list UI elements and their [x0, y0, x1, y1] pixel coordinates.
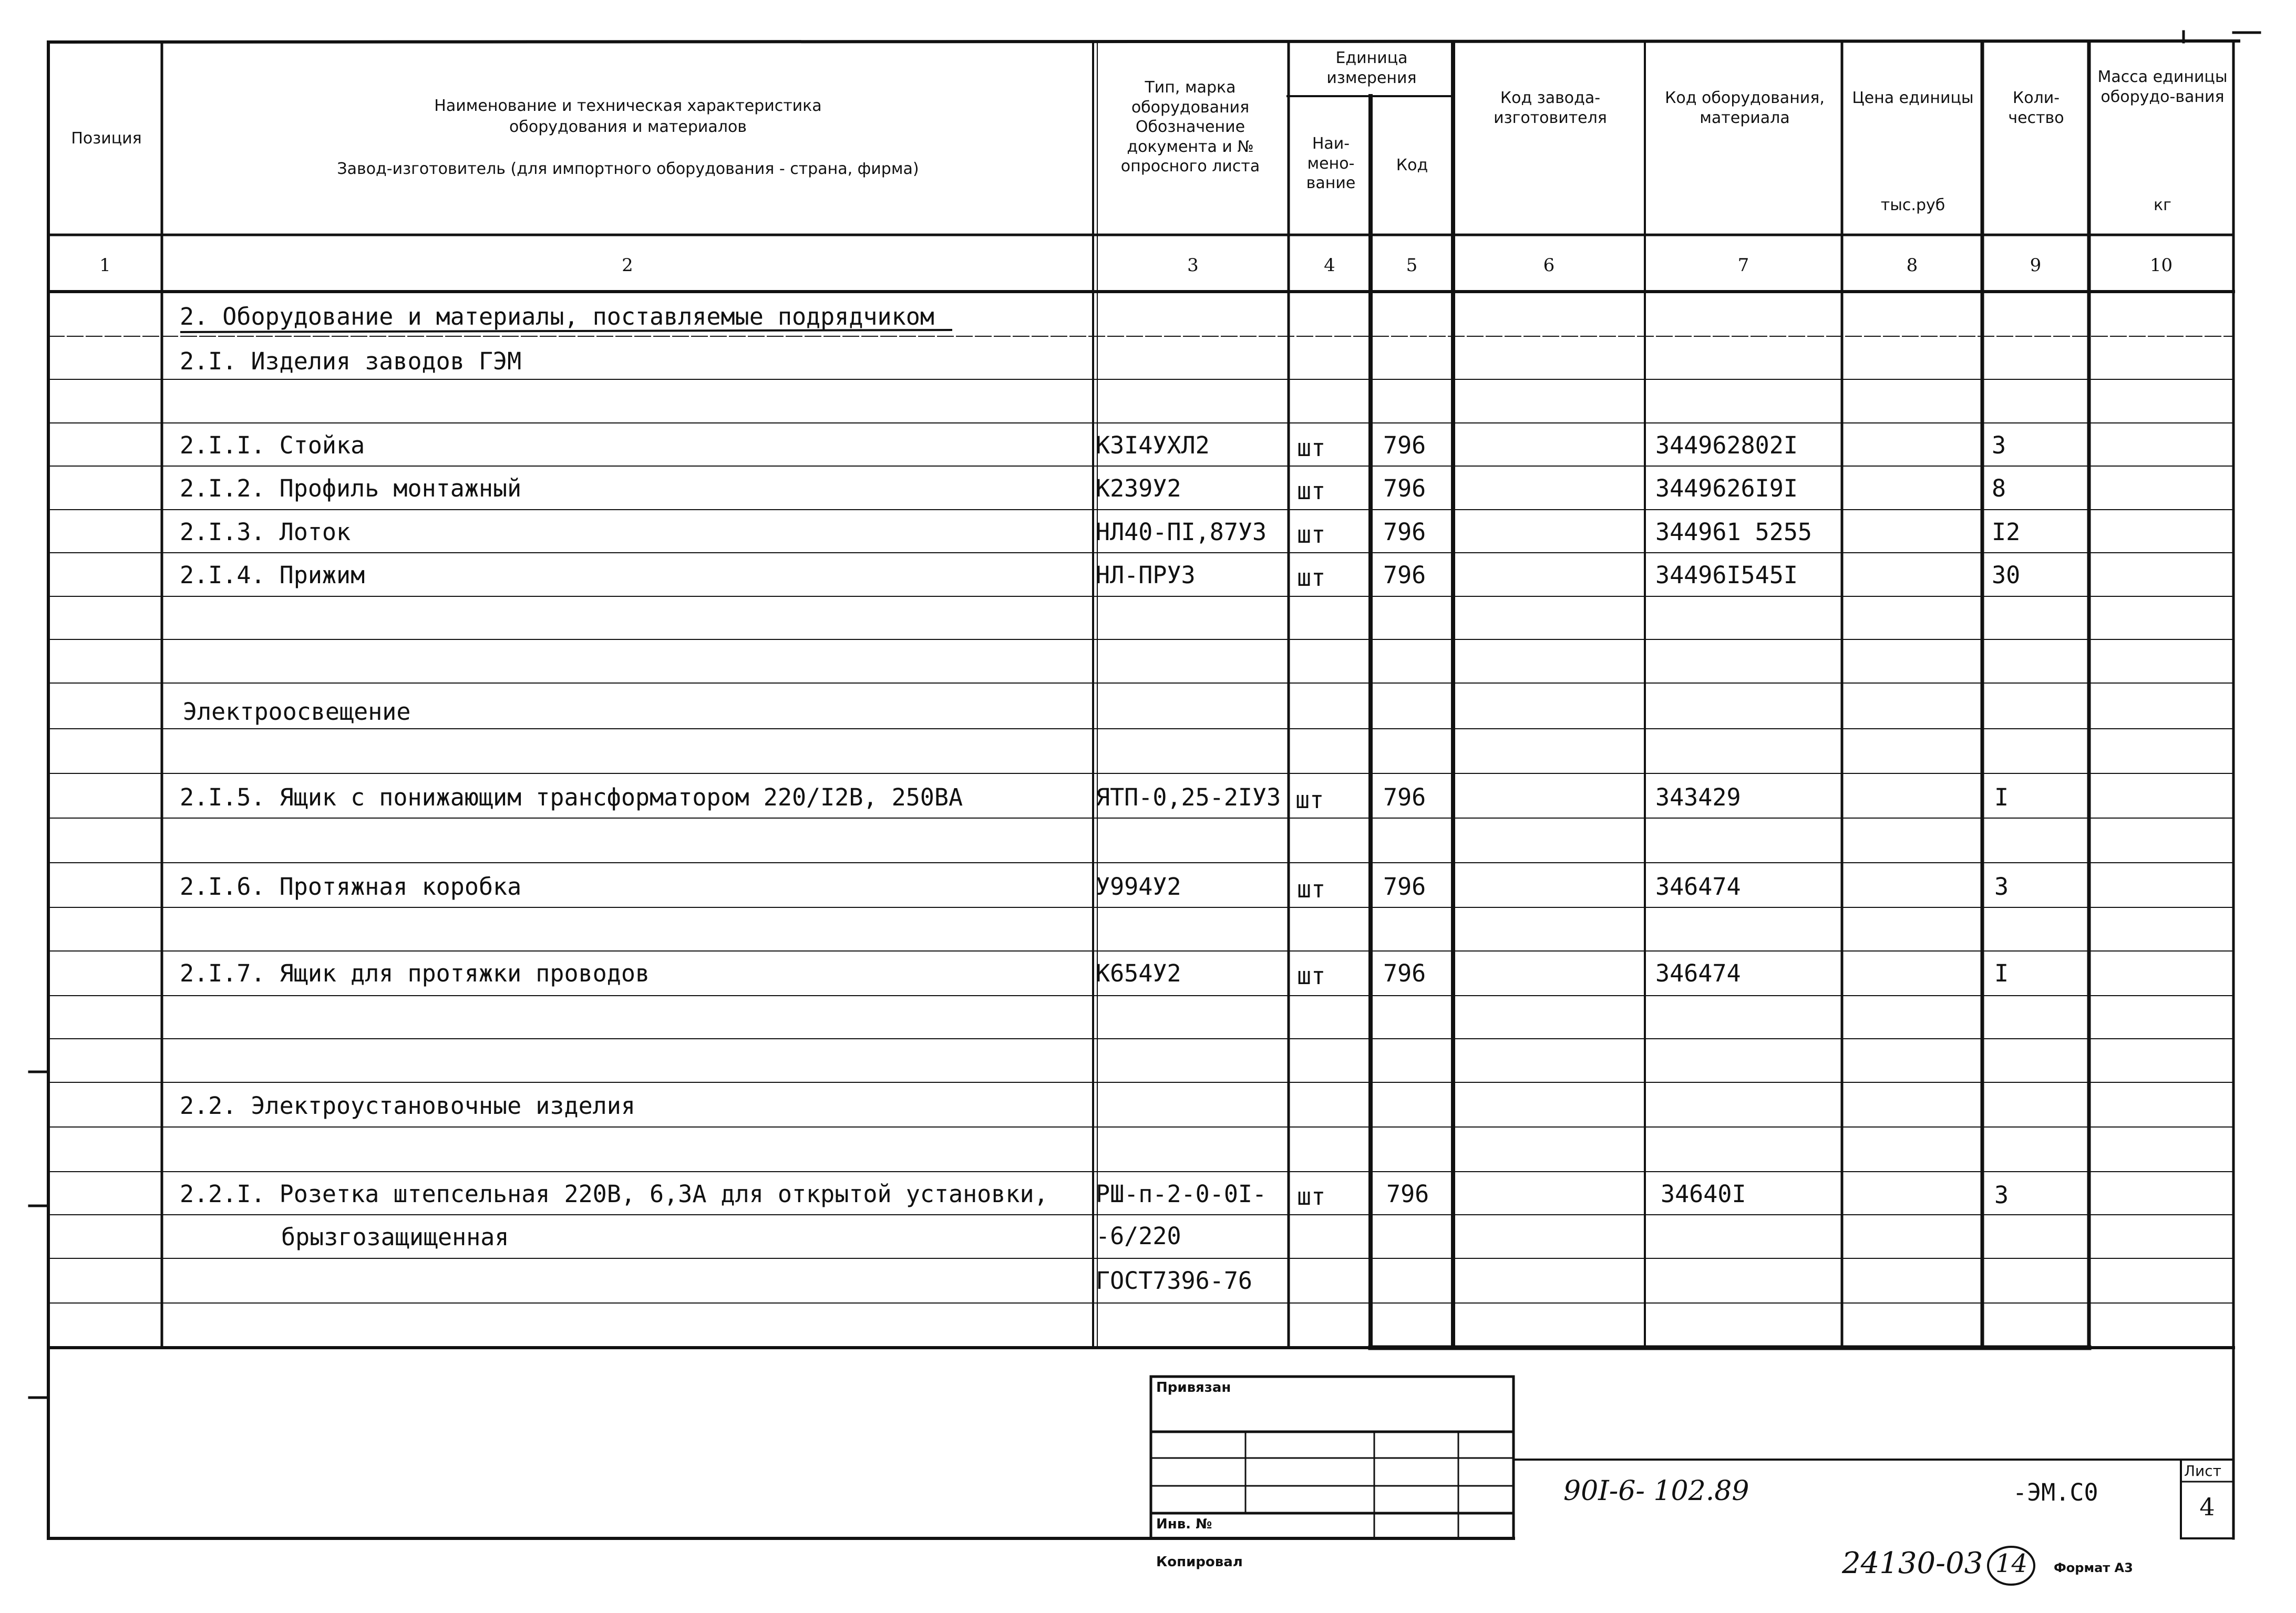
header-quantity: Коли-чество	[2008, 89, 2064, 127]
item-unit: шт	[1297, 1183, 1326, 1211]
item-type: К654У2	[1096, 959, 1181, 987]
item-quantity: 3	[1992, 431, 2006, 459]
item-unit: шт	[1295, 786, 1324, 814]
format-label: Формат А3	[2054, 1560, 2133, 1575]
item-name: 2.I.2. Профиль монтажный	[180, 474, 522, 502]
header-price-unit: тыс.руб	[1880, 196, 1945, 214]
item-equipment-code: 344961 5255	[1655, 518, 1813, 546]
subsection-heading: 2.2. Электроустановочные изделия	[180, 1092, 635, 1120]
item-name-continued: брызгозащищенная	[281, 1223, 509, 1251]
stamp-bound-label: Привязан	[1156, 1380, 1231, 1395]
archive-number: 24130-03	[1842, 1546, 1983, 1580]
header-equipment-code: Код оборудования, материала	[1665, 89, 1825, 127]
item-unit-code: 796	[1383, 561, 1426, 589]
item-equipment-code: 346474	[1655, 959, 1741, 987]
column-number: 5	[1406, 255, 1418, 276]
item-name: 2.I.6. Протяжная коробка	[180, 873, 522, 901]
item-type-continued: -6/220	[1096, 1222, 1181, 1250]
item-name: 2.2.I. Розетка штепсельная 220В, 6,3А для открытой установки,	[180, 1180, 1048, 1208]
item-name: 2.I.7. Ящик для протяжки проводов	[180, 959, 650, 987]
column-number: 2	[622, 255, 633, 276]
item-quantity: I2	[1992, 518, 2021, 546]
header-name-line2: оборудования и материалов	[509, 118, 747, 136]
header-unit-name: Наи-мено-вание	[1306, 135, 1356, 192]
item-name: 2.I.3. Лоток	[180, 518, 351, 546]
header-unit-code: Код	[1396, 156, 1428, 174]
header-name-line1: Наименование и техническая характеристика	[434, 97, 822, 115]
item-quantity: I	[1994, 959, 2009, 987]
column-number: 7	[1737, 255, 1749, 276]
column-number: 6	[1543, 255, 1555, 276]
stamp-inventory-label: Инв. №	[1156, 1516, 1212, 1532]
sheet-label: Лист	[2184, 1462, 2221, 1480]
item-unit-code: 796	[1383, 873, 1426, 901]
item-equipment-code: 343429	[1655, 783, 1741, 811]
item-unit-code: 796	[1383, 783, 1426, 811]
section-heading: Электроосвещение	[183, 698, 411, 726]
sheet-number: 4	[2199, 1493, 2215, 1521]
item-equipment-code: 34496I545I	[1655, 561, 1798, 589]
item-equipment-code: 34640I	[1661, 1180, 1746, 1208]
header-mass: Масса единицы оборудо-вания	[2097, 68, 2228, 106]
item-name: 2.I.I. Стойка	[180, 431, 365, 459]
item-quantity: 8	[1992, 474, 2006, 502]
column-number: 9	[2030, 255, 2042, 276]
header-unit-price: Цена единицы	[1852, 89, 1974, 107]
item-unit-code: 796	[1383, 518, 1426, 546]
item-unit-code: 796	[1383, 474, 1426, 502]
circled-number: 14	[1995, 1549, 2028, 1578]
item-equipment-code: 3449626I9I	[1655, 474, 1798, 502]
item-unit: шт	[1297, 521, 1326, 549]
item-unit-code: 796	[1383, 959, 1426, 987]
item-name: 2.I.4. Прижим	[180, 561, 365, 589]
item-quantity: I	[1994, 783, 2009, 811]
item-unit: шт	[1297, 875, 1326, 903]
item-unit: шт	[1297, 564, 1326, 592]
subsection-heading: 2.I. Изделия заводов ГЭМ	[180, 347, 522, 375]
item-type: ЯТП-0,25-2IУ3	[1096, 783, 1281, 811]
header-position: Позиция	[71, 129, 142, 148]
item-quantity: 3	[1994, 1181, 2009, 1209]
copied-label: Копировал	[1156, 1554, 1243, 1570]
header-unit-group: Единица измерения	[1326, 49, 1417, 87]
item-type: К239У2	[1096, 474, 1181, 502]
column-number: 8	[1906, 255, 1918, 276]
item-unit: шт	[1297, 477, 1326, 505]
document-number: 90I-6- 102.89	[1563, 1475, 1749, 1507]
item-type: НЛ-ПРУ3	[1096, 561, 1196, 589]
column-number: 3	[1187, 255, 1199, 276]
column-number: 1	[99, 255, 111, 276]
column-number: 10	[2149, 255, 2173, 276]
item-equipment-code: 344962802I	[1655, 431, 1798, 459]
item-quantity: 30	[1992, 561, 2021, 589]
item-type: НЛ40-ПI,87У3	[1096, 518, 1267, 546]
document-suffix: -ЭМ.С0	[2013, 1478, 2098, 1506]
item-standard: ГОСТ7396-76	[1096, 1267, 1253, 1295]
header-manufacturer-code: Код завода-изготовителя	[1494, 89, 1607, 127]
item-name: 2.I.5. Ящик с понижающим трансформатором 220/I2В, 250ВА	[180, 783, 963, 811]
item-type: К3I4УХЛ2	[1096, 431, 1210, 459]
column-number: 4	[1324, 255, 1335, 276]
item-unit-code: 796	[1386, 1180, 1429, 1208]
header-type: Тип, марка оборудования Обозначение документа и № опросного листа	[1120, 78, 1260, 175]
item-type: У994У2	[1096, 873, 1181, 901]
item-unit: шт	[1297, 434, 1326, 462]
item-quantity: 3	[1994, 873, 2009, 901]
item-unit: шт	[1297, 962, 1326, 990]
header-mass-unit: кг	[2154, 196, 2171, 214]
header-manufacturer: Завод-изготовитель (для импортного оборудования - страна, фирма)	[337, 160, 919, 178]
item-equipment-code: 346474	[1655, 873, 1741, 901]
item-type: РШ-п-2-0-0I-	[1096, 1180, 1267, 1208]
item-unit-code: 796	[1383, 431, 1426, 459]
section-heading: 2. Оборудование и материалы, поставляемые подрядчиком	[180, 303, 934, 330]
